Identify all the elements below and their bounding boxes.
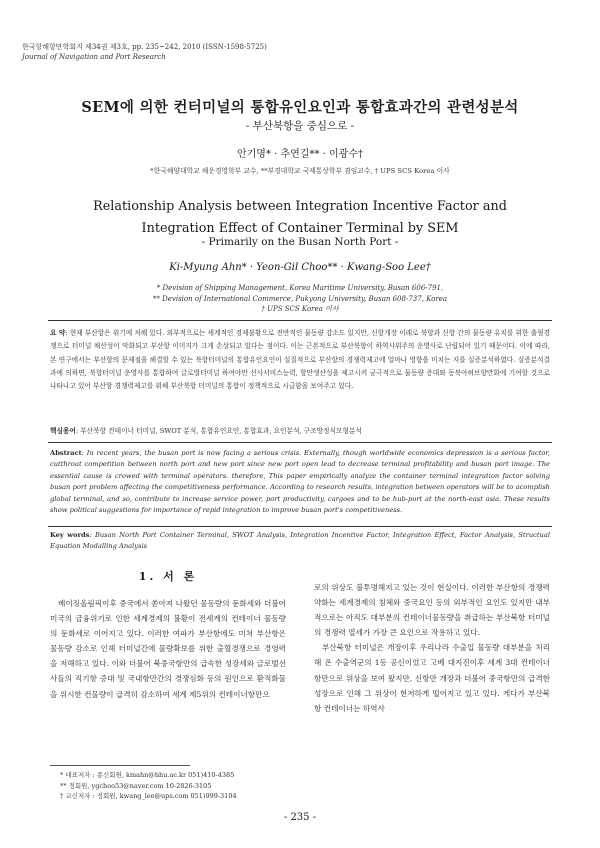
footnote-3: † 교신저자 : 정회원, kwang_lee@ups.com 051)999-3104 <box>60 792 237 800</box>
paper-title-ko: SEM에 의한 컨터미널의 통합유인요인과 통합효과간의 관련성분석 <box>81 99 519 116</box>
paper-title-en <box>0 196 600 240</box>
footnotes <box>60 770 237 802</box>
abstract-en <box>50 448 550 516</box>
body-right-column <box>314 580 550 716</box>
abstract-top-rule <box>48 320 552 321</box>
journal-header <box>22 42 267 62</box>
abstract-ko-text: : 현재 부산항은 위기에 처해 있다. 외부적으로는 세계적인 경제불황으로 전반적인 물동량 감소도 있지만, 신항개장 이래로 북항과 신항 간의 물동량 유치를 위한 출혈경쟁으로 터미널 채산성이 악화되고 부산항 이미지가 크게 손상되고 있다는 점이다. 이는 근본적으로 부산북항이 하역사위주의 운영사로 난립되어 있기 때문이다. 이에 따라, 본 연구에서는 부산항의 문제점을 해결할 수 있는 북항터미널의 통합유인요인이 실질적으로 부산항의 경쟁력제고에 얼마나 영향을 미치는 지를 실증분석하였다. 실증분석결과에 의하면, 북항터미널 운영사를 통합하여 글로벌터미널 하여야만 선사서비스능력, 항만생산성을 제고시켜 궁극적으로 물동량 증대와 동북아허브항만화에 기여할 것으로 나타나고 있어 부산항 경쟁력제고를 위해 부산북항 터미널의 통합이 정책적으로 시급함을 보여주고 있다. <box>50 329 551 391</box>
keywords-ko-text: : 부산북항 컨테이너 터미널, SWOT 분석, 통합유인요인, 통합효과, 요인분석, 구조방정식모형분석 <box>75 427 362 435</box>
abstract-en-rule <box>48 526 552 527</box>
paper-subtitle-ko: - 부산북항을 중심으로 - <box>245 120 355 132</box>
abstract-en-text: : In recent years, the busan port is now facing a serious crisis. Externally, though worldwide economics depression is a serious factor, cutthroat competition between north port and new port since new port open lead to decrease terminal profitability and busan port image. The essential cause is crowed with terminal operators. therefore, This paper empirically analyze the container terminal integration factor solving busan port problem affecting the competitiveness performance. According to research results, integration between operators will be to acomplish global terminal, and so, contribute to increase service power, port productivity, cargoes and to be hub-port at the north-east asia. These results show political suggestions for importance of repid integration to improve busan port's competitiveness. <box>50 449 550 515</box>
affiliation-en-1: * Devision of Shipping Management, Korea Maritime University, Busan 606-791, <box>156 284 444 292</box>
affiliation-en-3: † UPS SCS Korea 이사 <box>261 305 339 313</box>
abstract-ko-label: 요 약 <box>50 329 66 337</box>
authors-ko: 안기명* · 추연길** · 이광수† <box>236 149 363 160</box>
body-right-para-2: 부산북항 터미널은 개장이후 우리나라 수출입 물동량 대부분을 처리해 온 수출역군의 1등 공신이었고 고베 대지진이후 세계 3대 컨테이너항만으로 위상을 보여 왔지만, 신항만 개장과 더불어 중국항만의 급격한 성장으로 인해 그 위상이 현저하게 떨어지고 있고 있다. 게다가 부산북항 컨테이너는 하역사 <box>314 643 550 713</box>
footnote-rule <box>50 765 190 766</box>
body-left-column: 베이징올림픽이후 중국에서 쏟아져 나왔던 물동량의 둔화세와 더불어 미국의 금융위기로 인한 세계경제의 불황이 전세계의 컨테이너 물동량의 둔화세로 이어지고 있다. 이러한 여파가 부산항에도 미쳐 부산항은 물동량 감소로 인해 터미널간에 물량확보를 위한 출혈경쟁으로 경영력을 저해하고 있다. 이와 더불어 북중국항만의 급속한 성장세와 글로벌선사들의 직기항 증대 및 국내항만간의 경쟁심화 등의 원인으로 환적화물을 위시한 컨물량이 급격히 감소하여 세계 제5위의 컨테이너항만으 <box>50 599 286 699</box>
paper-subtitle-en: - Primarily on the Busan North Port - <box>201 236 399 248</box>
keywords-en-text: : Busan North Port Container Terminal, SWOT Analysis, Integration Incentive Factor, Integration Effect, Factor Analysis, Structual Equation Modalling Analysis <box>50 531 550 551</box>
authors-en: Ki-Myung Ahn* · Yeon-Gil Choo** · Kwang-Soo Lee† <box>169 262 431 273</box>
abstract-en-label: Abstract <box>50 449 82 457</box>
footnote-1: * 대표저자 : 종신회원, kmahn@hhu.ac.kr 051)410-4385 <box>60 771 235 779</box>
affiliation-en-2: ** Devision of International Commerce, Pukyong University, Busan 608-737, Korea <box>152 294 448 303</box>
affiliations-en <box>0 283 600 315</box>
affiliations-ko: *한국해양대학교 해운경영학부 교수, **부경대학교 국제통상학부 겸임교수, † UPS SCS Korea 이사 <box>150 167 450 175</box>
abstract-ko <box>50 327 550 393</box>
journal-citation: 한국항해항만학회지 제34권 제3호, pp. 235~242, 2010 (ISSN-1598-5725) <box>22 43 267 51</box>
journal-name-en: Journal of Navigation and Port Research <box>22 53 166 61</box>
section-heading: 1. 서 론 <box>138 570 198 583</box>
abstract-mid-rule <box>48 442 552 443</box>
keywords-en <box>50 530 550 553</box>
paper-title-en-line2: Integration Effect of Container Terminal by SEM <box>141 221 459 236</box>
keywords-ko <box>50 425 550 438</box>
body-right-para-1: 로의 위상도 불투명해지고 있는 것이 현실이다. 이러한 부산항의 경쟁력 약화는 세계경제의 침체와 중국요인 등의 외부적인 요인도 있지만 내부적으로는 아직도 대부분의 컨테이너물동량을 취급하는 부산북항 터미널의 경쟁력 열세가 가장 큰 요인으로 작용하고 있다. <box>314 583 550 638</box>
footnote-2: ** 정회원, ygchoo53@naver.com 10-2826-3105 <box>60 781 212 790</box>
page-number: - 235 - <box>283 812 317 823</box>
paper-title-en-line1: Relationship Analysis between Integration Incentive Factor and <box>93 199 507 214</box>
keywords-en-label: Key words <box>50 531 90 539</box>
keywords-ko-label: 핵심용어 <box>50 427 76 435</box>
